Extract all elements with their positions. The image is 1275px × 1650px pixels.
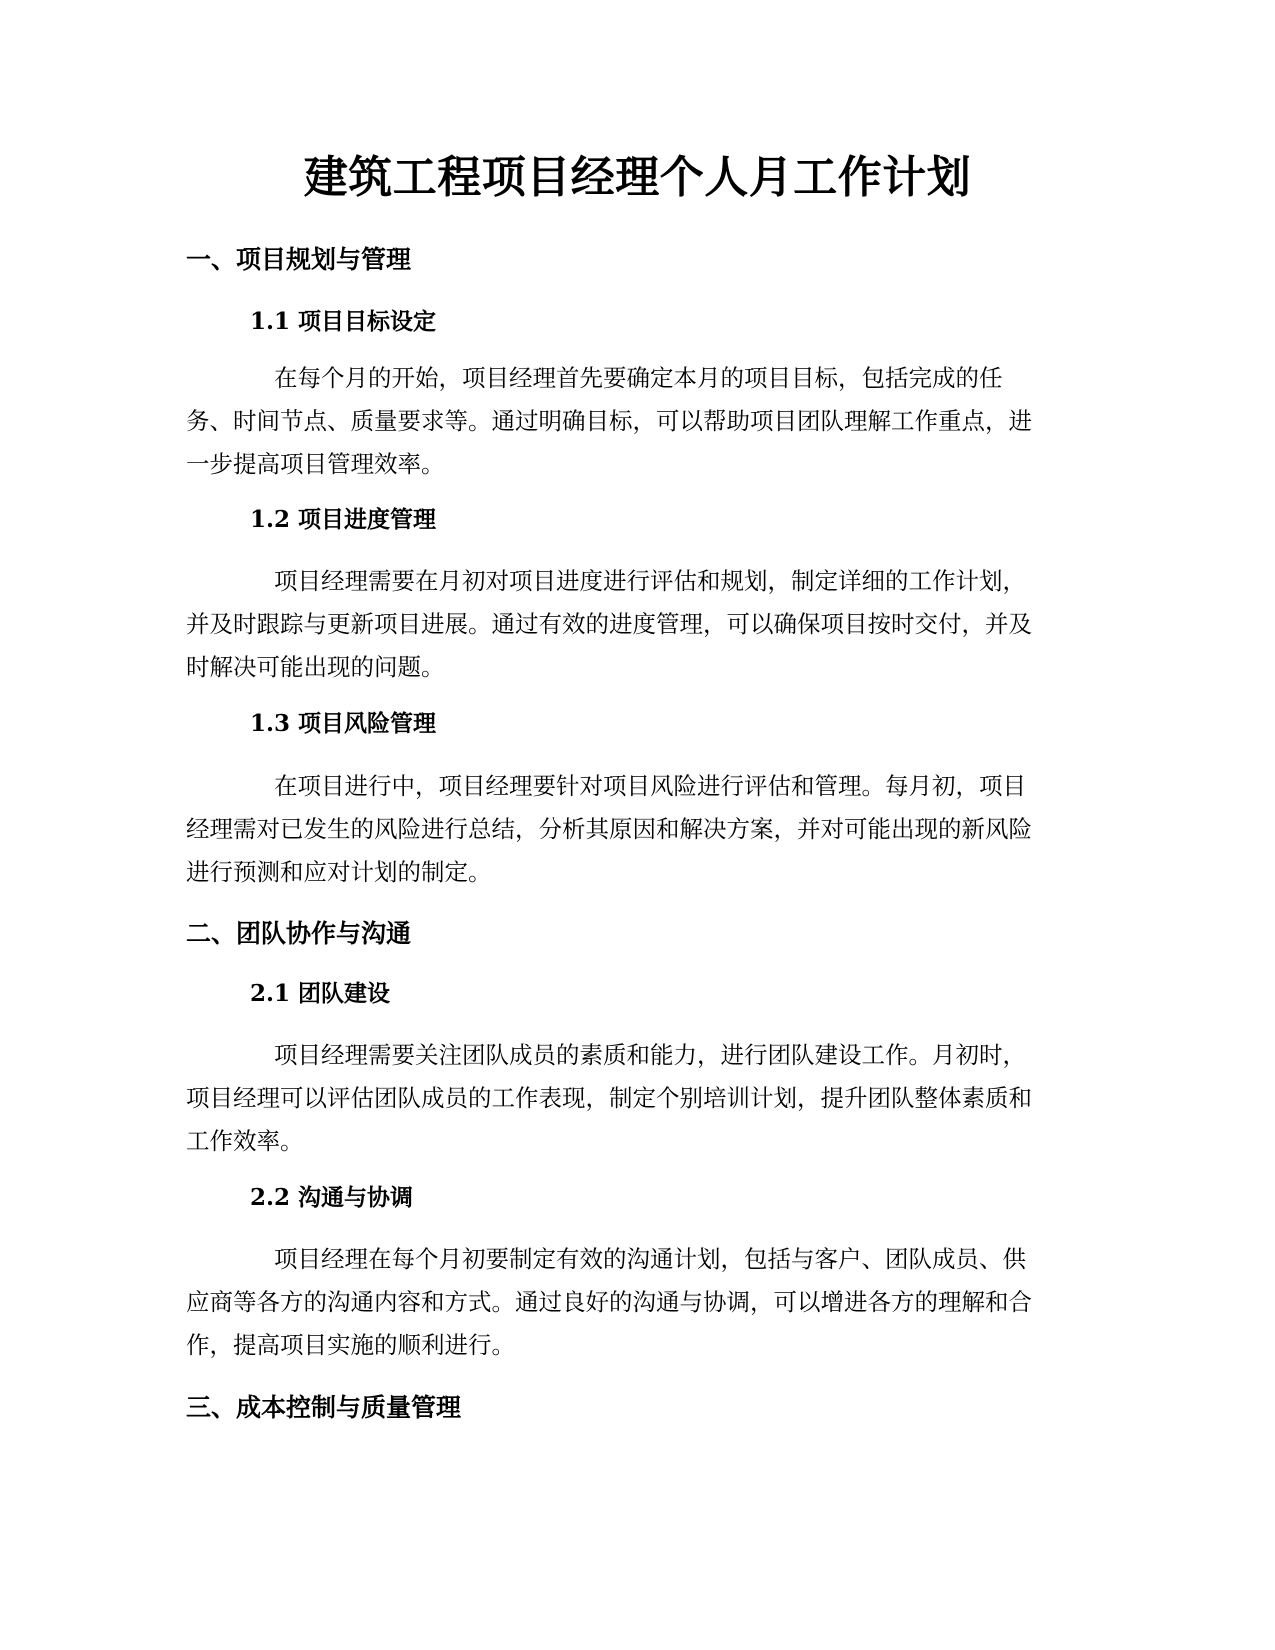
paragraph-1-1 xyxy=(186,357,1089,486)
paragraph-line: 项目经理在每个月初要制定有效的沟通计划，包括与客户、团队成员、供 xyxy=(274,1245,1026,1273)
subsection-heading-1-3: 1.3 项目风险管理 xyxy=(250,710,437,737)
subsection-heading-1-1: 1.1 项目目标设定 xyxy=(250,308,437,335)
subsection-heading-2-1: 2.1 团队建设 xyxy=(250,980,391,1007)
paragraph-line: 工作效率。 xyxy=(186,1127,304,1155)
section-heading-2: 二、团队协作与沟通 xyxy=(186,919,412,948)
paragraph-line: 项目经理需要关注团队成员的素质和能力，进行团队建设工作。月初时， xyxy=(274,1041,1026,1069)
paragraph-2-1 xyxy=(186,1034,1089,1163)
paragraph-2-2 xyxy=(186,1238,1089,1367)
paragraph-line: 项目经理可以评估团队成员的工作表现，制定个别培训计划，提升团队整体素质和 xyxy=(186,1084,1032,1112)
paragraph-line: 应商等各方的沟通内容和方式。通过良好的沟通与协调，可以增进各方的理解和合 xyxy=(186,1288,1032,1316)
paragraph-line: 并及时跟踪与更新项目进展。通过有效的进度管理，可以确保项目按时交付，并及 xyxy=(186,610,1032,638)
paragraph-line: 务、时间节点、质量要求等。通过明确目标，可以帮助项目团队理解工作重点，进 xyxy=(186,407,1032,435)
document-title: 建筑工程项目经理个人月工作计划 xyxy=(303,152,972,203)
paragraph-1-3 xyxy=(186,765,1089,894)
section-heading-1: 一、项目规划与管理 xyxy=(186,245,412,274)
paragraph-line: 项目经理需要在月初对项目进度进行评估和规划，制定详细的工作计划， xyxy=(274,567,1026,595)
paragraph-1-2 xyxy=(186,560,1089,689)
paragraph-line: 时解决可能出现的问题。 xyxy=(186,653,445,681)
paragraph-line: 进行预测和应对计划的制定。 xyxy=(186,858,492,886)
paragraph-line: 在项目进行中，项目经理要针对项目风险进行评估和管理。每月初，项目 xyxy=(274,772,1026,800)
subsection-heading-1-2: 1.2 项目进度管理 xyxy=(250,506,437,533)
paragraph-line: 在每个月的开始，项目经理首先要确定本月的项目目标，包括完成的任 xyxy=(274,364,1003,392)
paragraph-line: 作，提高项目实施的顺利进行。 xyxy=(186,1331,515,1359)
section-heading-3: 三、成本控制与质量管理 xyxy=(186,1393,462,1422)
paragraph-line: 经理需对已发生的风险进行总结，分析其原因和解决方案，并对可能出现的新风险 xyxy=(186,815,1032,843)
subsection-heading-2-2: 2.2 沟通与协调 xyxy=(250,1184,414,1211)
paragraph-line: 一步提高项目管理效率。 xyxy=(186,450,445,478)
